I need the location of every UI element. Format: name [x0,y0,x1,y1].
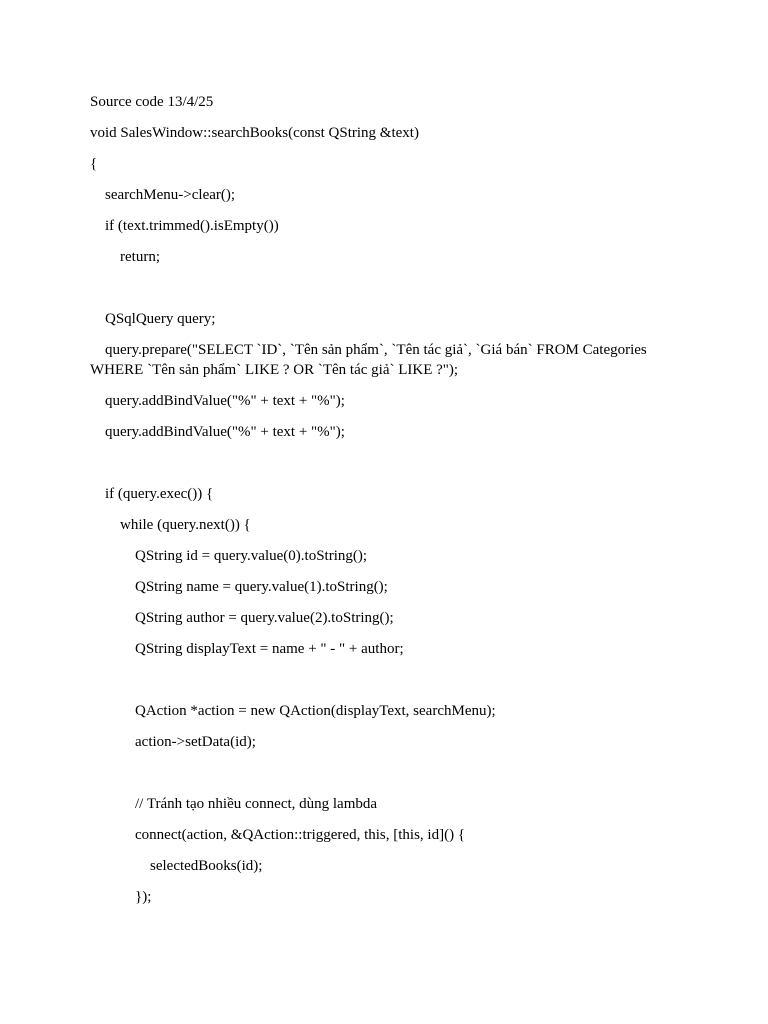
code-line: query.addBindValue("%" + text + "%"); [90,424,345,440]
code-line: QAction *action = new QAction(displayText, searchMenu); [90,703,496,719]
blank-line [90,763,690,783]
code-line: action->setData(id); [90,734,256,750]
blank-line [90,278,690,298]
blank-line [90,453,690,473]
code-line: selectedBooks(id); [90,858,263,874]
code-line: if (query.exec()) { [90,486,214,502]
code-line: QString author = query.value(2).toString(); [90,610,394,626]
document-page [90,92,690,918]
code-line: void SalesWindow::searchBooks(const QString &text) [90,125,419,141]
blank-line [90,670,690,690]
code-line: }); [90,889,152,905]
code-line: while (query.next()) { [90,517,251,533]
code-line: if (text.trimmed().isEmpty()) [90,218,279,234]
code-line: QString displayText = name + " - " + author; [90,641,404,657]
code-comment: // Tránh tạo nhiều connect, dùng lambda [90,796,378,812]
code-line: QString name = query.value(1).toString(); [90,579,388,595]
code-line: return; [90,249,160,265]
code-line: QSqlQuery query; [90,311,216,327]
code-line: query.addBindValue("%" + text + "%"); [90,393,345,409]
code-line: QString id = query.value(0).toString(); [90,548,368,564]
code-line: searchMenu->clear(); [90,187,236,203]
code-line: connect(action, &QAction::triggered, this, [this, id]() { [90,827,466,843]
code-line: query.prepare("SELECT `ID`, `Tên sản phẩm`, `Tên tác giả`, `Giá bán` FROM Categories WHERE `Tên sản phẩm` LIKE ? OR `Tên tác giả` LIKE ?"); [90,342,651,378]
document-title: Source code 13/4/25 [90,94,214,110]
code-line: { [90,156,98,172]
